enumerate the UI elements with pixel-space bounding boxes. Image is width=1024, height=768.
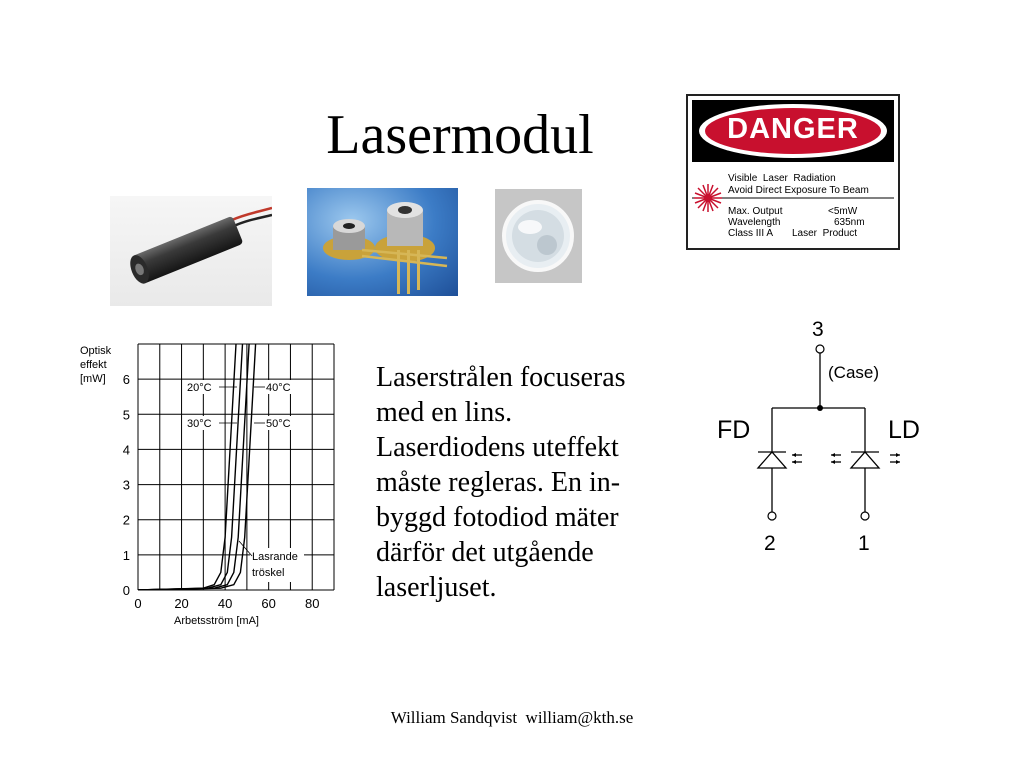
body-line: byggd fotodiod mäter — [376, 502, 619, 533]
danger-row-label: Wavelength — [728, 217, 781, 228]
lens-illustration — [495, 189, 582, 283]
pin-2-label: 2 — [764, 532, 776, 555]
chart-y-tick-label: 1 — [122, 547, 130, 563]
danger-line-2: Avoid Direct Exposure To Beam — [728, 185, 869, 196]
laser-power-chart — [74, 336, 344, 636]
danger-row-label: Class III A — [728, 228, 774, 239]
laser-lens-photo — [495, 189, 582, 283]
laser-diode-symbol-icon — [851, 452, 879, 468]
chart-y-tick-label: 0 — [122, 583, 130, 598]
circuit-svg — [700, 310, 950, 560]
pin-3-terminal — [816, 345, 824, 353]
pin-3-label: 3 — [812, 318, 824, 341]
junction-dot — [817, 405, 823, 411]
laser-danger-sign — [686, 94, 900, 250]
body-line: därför det utgående — [376, 537, 594, 568]
pin-2-terminal — [768, 512, 776, 520]
laser-diode-illustration — [307, 188, 458, 296]
laser-diode-photo — [307, 188, 458, 296]
danger-row-value: <5mW — [828, 206, 858, 217]
photodiode-symbol-icon — [758, 452, 786, 468]
danger-row-label: Max. Output — [728, 206, 783, 217]
chart-annotation-lasrande: Lasrande — [252, 551, 298, 563]
chart-annotation-20c: 20°C — [187, 382, 212, 394]
body-line: laserljuset. — [376, 572, 497, 603]
laser-starburst-icon — [694, 184, 722, 212]
chart-svg — [74, 336, 344, 636]
laser-module-illustration — [110, 196, 272, 306]
chart-ylabel-line: [mW] — [80, 373, 106, 385]
ld-label: LD — [888, 416, 920, 444]
fd-label: FD — [717, 416, 751, 444]
slide-body-text — [376, 360, 696, 605]
pin-1-terminal — [861, 512, 869, 520]
chart-x-tick-label: 80 — [304, 596, 320, 611]
chart-x-tick-label: 60 — [261, 596, 276, 611]
chart-y-tick-label: 5 — [122, 407, 130, 423]
chart-y-tick-label: 4 — [122, 442, 130, 458]
chart-annotation-40c: 40°C — [266, 382, 291, 394]
danger-line-1: Visible Laser Radiation — [728, 173, 836, 184]
chart-ylabel-line: effekt — [80, 359, 107, 371]
chart-y-tick-label: 3 — [122, 477, 130, 493]
body-line: Laserstrålen focuseras — [376, 362, 626, 393]
case-label: (Case) — [828, 363, 880, 382]
chart-y-tick-label: 6 — [122, 372, 130, 388]
laser-circuit-diagram — [700, 310, 950, 560]
body-line: Laserdiodens uteffekt — [376, 432, 619, 463]
body-line: med en lins. — [376, 397, 513, 428]
slide-title: Lasermodul — [326, 104, 594, 166]
chart-y-tick-label: 2 — [122, 512, 130, 528]
chart-annotation-troskel: tröskel — [252, 567, 285, 579]
pin-1-label: 1 — [858, 532, 870, 555]
danger-row-value: Laser Product — [792, 228, 858, 239]
slide-footer: William Sandqvist william@kth.se — [390, 708, 634, 727]
danger-header: DANGER — [727, 113, 859, 145]
danger-row-value: 635nm — [834, 217, 865, 228]
chart-xlabel: Arbetsström [mA] — [174, 615, 259, 627]
chart-x-tick-label: 40 — [217, 596, 233, 611]
body-line: måste regleras. En in- — [376, 467, 621, 498]
chart-annotation-50c: 50°C — [266, 418, 291, 430]
chart-x-tick-label: 20 — [174, 596, 189, 611]
chart-x-tick-label: 0 — [134, 596, 142, 611]
chart-annotation-30c: 30°C — [187, 418, 212, 430]
chart-ylabel-line: Optisk — [80, 345, 112, 357]
laser-module-photo — [110, 196, 272, 306]
